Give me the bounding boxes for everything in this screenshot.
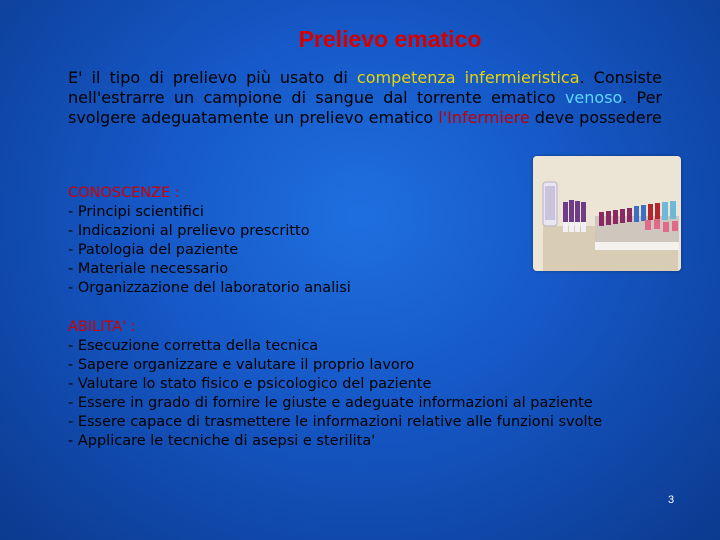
intro-text-3: . Per svolgere adeguatamente un prelievo ematico bbox=[68, 88, 663, 127]
abilita-item: - Essere capace di trasmettere le informazioni relative alle funzioni svolte bbox=[68, 414, 603, 430]
abilita-item: - Essere in grado di fornire le giuste e adeguate informazioni al paziente bbox=[68, 395, 593, 411]
conoscenze-section bbox=[68, 184, 351, 298]
intro-paragraph bbox=[68, 68, 662, 128]
conoscenze-heading: CONOSCENZE : bbox=[68, 185, 180, 201]
blood-tubes-photo bbox=[533, 156, 681, 271]
abilita-item: - Esecuzione corretta della tecnica bbox=[68, 338, 319, 354]
abilita-heading: ABILITA' : bbox=[68, 319, 136, 335]
intro-text-1: E' il tipo di prelievo più usato di bbox=[68, 68, 357, 87]
conoscenze-item: - Indicazioni al prelievo prescritto bbox=[68, 223, 310, 239]
conoscenze-item: - Principi scientifici bbox=[68, 204, 204, 220]
intro-text-4: deve possedere bbox=[529, 108, 662, 127]
abilita-item: - Applicare le tecniche di asepsi e sterilita' bbox=[68, 433, 376, 449]
page-number: 3 bbox=[668, 494, 675, 506]
conoscenze-item: - Organizzazione del laboratorio analisi bbox=[68, 280, 351, 296]
intro-highlight-infermiere: l'Infermiere bbox=[438, 108, 530, 127]
slide-title: Prelievo ematico bbox=[298, 26, 482, 52]
intro-highlight-venoso: venoso bbox=[564, 88, 623, 107]
abilita-item: - Sapere organizzare e valutare il proprio lavoro bbox=[68, 357, 415, 373]
intro-highlight-competenza: competenza infermieristica bbox=[356, 68, 580, 87]
blood-tubes-illustration bbox=[533, 156, 681, 271]
abilita-section bbox=[68, 318, 702, 451]
abilita-item: - Valutare lo stato fisico e psicologico del paziente bbox=[68, 376, 432, 392]
conoscenze-item: - Patologia del paziente bbox=[68, 242, 239, 258]
intro-text-2: . Consiste nell'estrarre un campione di sangue dal torrente ematico bbox=[68, 68, 662, 107]
conoscenze-item: - Materiale necessario bbox=[68, 261, 229, 277]
